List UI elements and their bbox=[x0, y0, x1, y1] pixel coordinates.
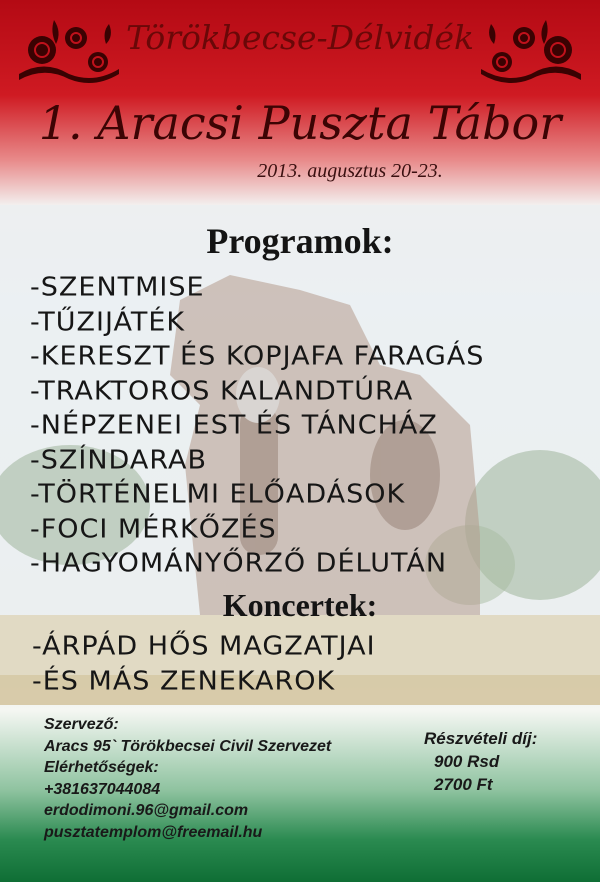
fee-label: Részvételi díj: bbox=[424, 729, 538, 748]
email-primary: erdodimoni.96@gmail.com bbox=[44, 802, 249, 819]
organizer-info bbox=[44, 714, 331, 843]
contacts-label: Elérhetőségek: bbox=[44, 759, 159, 776]
concerts-heading: Koncertek: bbox=[222, 587, 378, 623]
email-secondary: pusztatemplom@freemail.hu bbox=[44, 823, 263, 841]
list-item: -HAGYOMÁNYŐRZŐ DÉLUTÁN bbox=[30, 548, 448, 579]
list-item: -FOCI MÉRKŐZÉS bbox=[30, 514, 277, 544]
organizer-name: Aracs 95` Törökbecsei Civil Szervezet bbox=[44, 737, 332, 755]
list-item: -KERESZT ÉS KOPJAFA FARAGÁS bbox=[30, 341, 485, 372]
phone-number: +381637044084 bbox=[44, 780, 161, 798]
programs-heading: Programok: bbox=[206, 221, 394, 261]
list-item: -TŰZIJÁTÉK bbox=[30, 307, 186, 337]
list-item: -TRAKTOROS KALANDTÚRA bbox=[30, 376, 414, 406]
fee-rsd: 900 Rsd bbox=[434, 752, 500, 771]
event-title: 1. Aracsi Puszta Tábor bbox=[38, 96, 562, 150]
list-item: -NÉPZENEI EST ÉS TÁNCHÁZ bbox=[30, 410, 438, 441]
fee-info bbox=[424, 727, 537, 796]
organizer-label: Szervező: bbox=[44, 716, 119, 733]
list-item: -ÉS MÁS ZENEKAROK bbox=[32, 666, 336, 696]
list-item: -SZENTMISE bbox=[30, 272, 205, 303]
concerts-list bbox=[32, 630, 376, 699]
list-item: -TÖRTÉNELMI ELŐADÁSOK bbox=[30, 479, 406, 510]
fee-ft: 2700 Ft bbox=[434, 775, 493, 794]
event-dates: 2013. augusztus 20-23. bbox=[257, 160, 443, 182]
programs-list bbox=[30, 271, 484, 582]
list-item: -ÁRPÁD HŐS MAGZATJAI bbox=[32, 631, 376, 662]
list-item: -SZÍNDARAB bbox=[30, 445, 207, 475]
organizer-title: Törökbecse-Délvidék bbox=[125, 18, 475, 57]
